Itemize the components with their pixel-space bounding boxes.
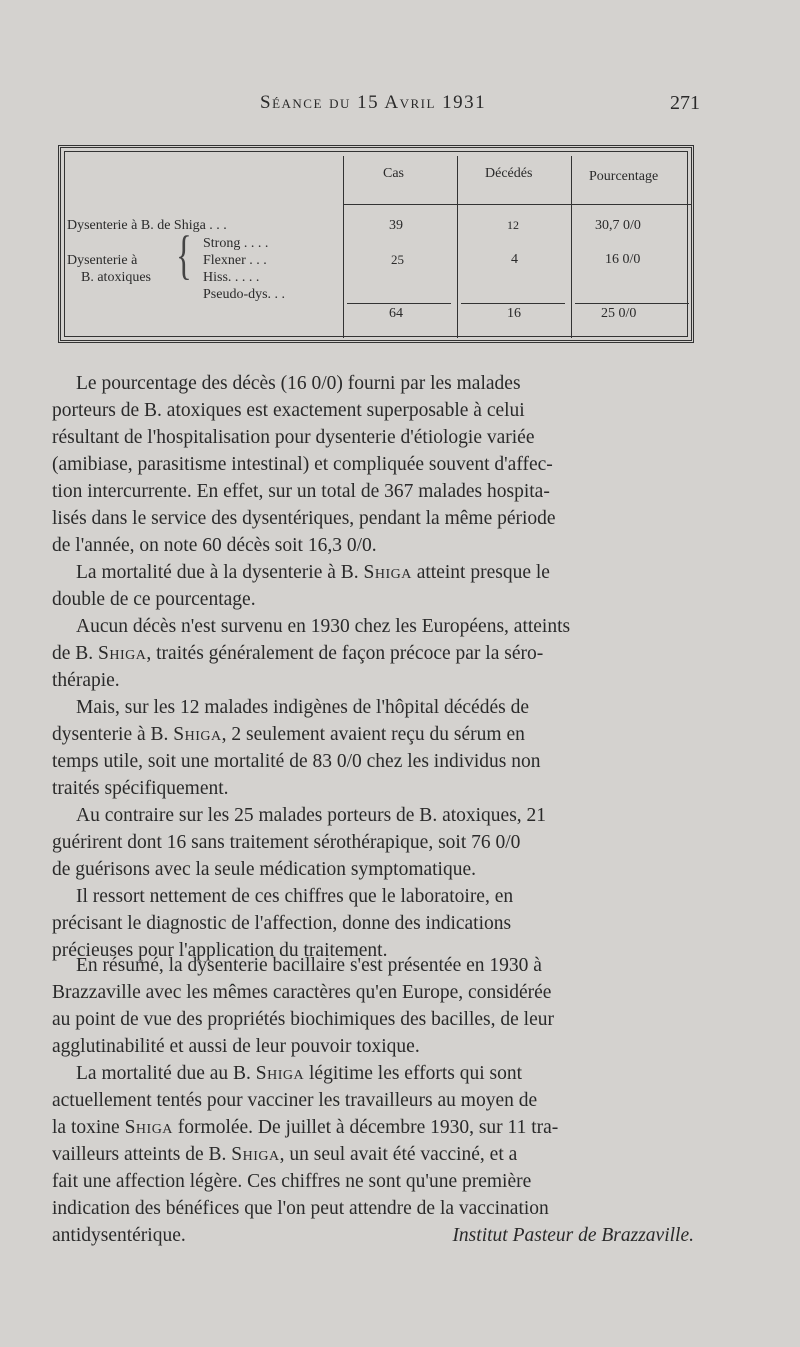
text-line: fait une affection légère. Ces chiffres ne sont qu'une première [52, 1171, 532, 1192]
page-header [60, 92, 700, 118]
text-segment: antidysentérique. [52, 1225, 186, 1246]
body-text-section-1 [52, 370, 694, 964]
text-segment: atteint presque le [416, 562, 550, 583]
text-line: précieuses pour l'application du traitement. [52, 940, 388, 961]
table-total-rule [347, 303, 451, 304]
total-cas: 64 [389, 306, 403, 321]
text-segment: La mortalité due à la dysenterie à B. [76, 562, 359, 583]
text-line: temps utile, soit une mortalité de 83 0/0 chez les individus non [52, 751, 541, 772]
subtype-label: Flexner . . . [203, 253, 267, 268]
mortality-table [58, 145, 694, 343]
text-line: Aucun décès n'est survenu en 1930 chez les Européens, atteints [76, 616, 571, 637]
column-header-decedes: Décédés [485, 166, 533, 181]
text-segment: formolée. De juillet à décembre 1930, sur 11 tra- [177, 1117, 559, 1138]
text-segment: légitime les efforts qui sont [309, 1063, 523, 1084]
text-segment: de B. [52, 643, 94, 664]
cell-pourcentage: 30,7 0/0 [595, 218, 641, 233]
text-segment-smallcaps: Shiga [98, 643, 147, 664]
text-line: En résumé, la dysenterie bacillaire s'est présentée en 1930 à [76, 955, 542, 976]
text-line: guérirent dont 16 sans traitement sérothérapique, soit 76 0/0 [52, 832, 521, 853]
table-total-rule [461, 303, 565, 304]
text-line [52, 1141, 694, 1168]
row-label-atoxiques-2: B. atoxiques [81, 270, 151, 285]
text-line [52, 1060, 694, 1087]
text-segment: dysenterie à B. [52, 724, 169, 745]
text-line [52, 721, 694, 748]
page-number: 271 [670, 92, 700, 114]
table-header-rule [343, 204, 691, 205]
text-line: Le pourcentage des décès (16 0/0) fourni par les malades [76, 373, 521, 394]
text-segment-smallcaps: Shiga [173, 724, 222, 745]
text-line [52, 1222, 694, 1249]
text-line: précisant le diagnostic de l'affection, donne des indications [52, 913, 512, 934]
cell-cas: 39 [389, 218, 403, 233]
column-header-pourcentage: Pourcentage [589, 169, 659, 184]
cell-pourcentage: 16 0/0 [605, 252, 641, 267]
text-segment-smallcaps: Shiga [231, 1144, 280, 1165]
text-segment: , traités généralement de façon précoce par la séro- [146, 643, 544, 664]
cell-decedes: 4 [511, 252, 518, 267]
text-line: de l'année, on note 60 décès soit 16,3 0/0. [52, 535, 377, 556]
text-line: actuellement tentés pour vacciner les travailleurs au moyen de [52, 1090, 538, 1111]
cell-decedes: 12 [507, 218, 519, 232]
text-line: lisés dans le service des dysentériques, pendant la même période [52, 508, 556, 529]
text-line: thérapie. [52, 670, 120, 691]
total-pourcentage: 25 0/0 [601, 306, 637, 321]
signature: Institut Pasteur de Brazzaville. [452, 1225, 694, 1246]
table-divider [571, 156, 572, 338]
text-line: double de ce pourcentage. [52, 589, 256, 610]
text-line: Il ressort nettement de ces chiffres que le laboratoire, en [76, 886, 514, 907]
text-line: Au contraire sur les 25 malades porteurs de B. atoxiques, 21 [76, 805, 547, 826]
text-line [52, 640, 694, 667]
table-divider [343, 156, 344, 338]
text-segment: vailleurs atteints de B. [52, 1144, 227, 1165]
text-segment-smallcaps: Shiga [124, 1117, 173, 1138]
subtype-label: Hiss. . . . . [203, 270, 260, 285]
text-line: (amibiase, parasitisme intestinal) et compliquée souvent d'affec- [52, 454, 553, 475]
text-line [52, 1114, 694, 1141]
text-line: tion intercurrente. En effet, sur un total de 367 malades hospita- [52, 481, 550, 502]
text-line: traités spécifiquement. [52, 778, 229, 799]
column-header-cas: Cas [383, 166, 404, 181]
subtype-label: Pseudo-dys. . . [203, 287, 286, 302]
text-line: résultant de l'hospitalisation pour dysenterie d'étiologie variée [52, 427, 535, 448]
brace-icon: { [176, 225, 192, 285]
row-label-atoxiques-1: Dysenterie à [67, 253, 138, 268]
text-segment-smallcaps: Shiga [255, 1063, 305, 1084]
subtype-label: Strong . . . . [203, 236, 269, 251]
text-line: Mais, sur les 12 malades indigènes de l'hôpital décédés de [76, 697, 529, 718]
text-line: agglutinabilité et aussi de leur pouvoir toxique. [52, 1036, 420, 1057]
text-line [52, 559, 694, 586]
table-divider [457, 156, 458, 338]
text-line: indication des bénéfices que l'on peut attendre de la vaccination [52, 1198, 549, 1219]
text-segment: La mortalité due au B. [76, 1063, 251, 1084]
text-segment: , un seul avait été vacciné, et a [279, 1144, 518, 1165]
row-label-shiga: Dysenterie à B. de Shiga . . . [67, 218, 227, 233]
text-segment-smallcaps: Shiga [363, 562, 412, 583]
body-text-section-2 [52, 952, 694, 1249]
text-line: Brazzaville avec les mêmes caractères qu'en Europe, considérée [52, 982, 552, 1003]
text-segment: , 2 seulement avaient reçu du sérum en [221, 724, 525, 745]
text-segment: la toxine [52, 1117, 120, 1138]
text-line: porteurs de B. atoxiques est exactement superposable à celui [52, 400, 525, 421]
cell-cas: 25 [391, 252, 404, 267]
total-decedes: 16 [507, 306, 521, 321]
table-total-rule [575, 303, 689, 304]
text-line: de guérisons avec la seule médication symptomatique. [52, 859, 477, 880]
text-line: au point de vue des propriétés biochimiques des bacilles, de leur [52, 1009, 554, 1030]
running-title: Séance du 15 Avril 1931 [260, 92, 487, 113]
